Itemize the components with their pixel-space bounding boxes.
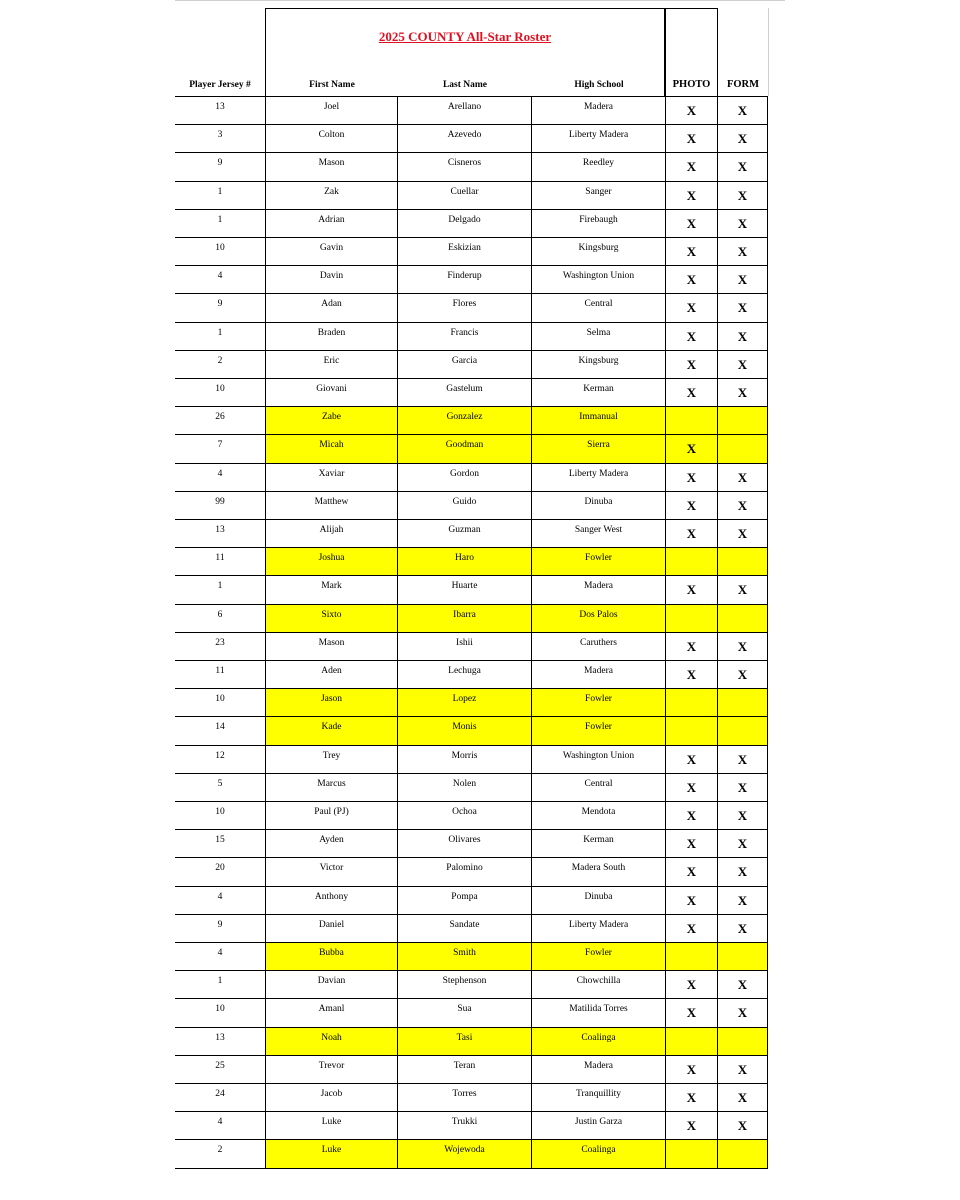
last-name-cell: Gordon	[397, 463, 531, 491]
last-name-cell: Olivares	[397, 829, 531, 857]
high-school-cell: Caruthers	[531, 632, 665, 660]
table-row	[175, 998, 768, 1026]
first-name-cell: Kade	[265, 716, 397, 744]
photo-cell: X	[665, 491, 717, 519]
form-cell: X	[717, 322, 768, 350]
first-name-cell: Joel	[265, 96, 397, 124]
jersey-cell: 26	[175, 406, 265, 434]
last-name-cell: Ishii	[397, 632, 531, 660]
first-name-cell: Gavin	[265, 237, 397, 265]
table-row	[175, 632, 768, 660]
form-cell: X	[717, 829, 768, 857]
high-school-cell: Dinuba	[531, 491, 665, 519]
form-cell: X	[717, 660, 768, 688]
high-school-cell: Fowler	[531, 942, 665, 970]
first-name-cell: Eric	[265, 350, 397, 378]
jersey-cell: 1	[175, 575, 265, 603]
jersey-cell: 10	[175, 237, 265, 265]
table-row	[175, 96, 768, 124]
first-name-cell: Braden	[265, 322, 397, 350]
high-school-cell: Sierra	[531, 434, 665, 462]
table-bottom-rule	[175, 1168, 768, 1169]
table-row	[175, 575, 768, 603]
photo-cell: X	[665, 857, 717, 885]
first-name-cell: Sixto	[265, 604, 397, 632]
jersey-cell: 1	[175, 970, 265, 998]
first-name-cell: Mason	[265, 632, 397, 660]
photo-cell: X	[665, 322, 717, 350]
photo-cell	[665, 604, 717, 632]
photo-cell: X	[665, 970, 717, 998]
first-name-cell: Bubba	[265, 942, 397, 970]
form-cell: X	[717, 152, 768, 180]
jersey-cell: 4	[175, 942, 265, 970]
first-name-cell: Jacob	[265, 1083, 397, 1111]
first-name-cell: Colton	[265, 124, 397, 152]
photo-cell: X	[665, 350, 717, 378]
first-name-cell: Trevor	[265, 1055, 397, 1083]
first-name-cell: Matthew	[265, 491, 397, 519]
photo-cell	[665, 406, 717, 434]
jersey-cell: 7	[175, 434, 265, 462]
last-name-cell: Sandate	[397, 914, 531, 942]
last-name-cell: Cisneros	[397, 152, 531, 180]
jersey-cell: 10	[175, 688, 265, 716]
photo-cell: X	[665, 886, 717, 914]
high-school-cell: Sanger	[531, 181, 665, 209]
jersey-cell: 3	[175, 124, 265, 152]
first-name-cell: Marcus	[265, 773, 397, 801]
table-row	[175, 604, 768, 632]
table-row	[175, 491, 768, 519]
jersey-cell: 2	[175, 350, 265, 378]
high-school-cell: Sanger West	[531, 519, 665, 547]
form-cell	[717, 604, 768, 632]
header-last-name: Last Name	[442, 80, 488, 90]
last-name-cell: Stephenson	[397, 970, 531, 998]
photo-cell: X	[665, 293, 717, 321]
last-name-cell: Palomino	[397, 857, 531, 885]
first-name-cell: Micah	[265, 434, 397, 462]
table-row	[175, 688, 768, 716]
photo-cell: X	[665, 745, 717, 773]
form-cell: X	[717, 1083, 768, 1111]
page-top-rule	[175, 0, 785, 1]
photo-cell: X	[665, 209, 717, 237]
last-name-cell: Cuellar	[397, 181, 531, 209]
first-name-cell: Jason	[265, 688, 397, 716]
table-row	[175, 914, 768, 942]
jersey-cell: 4	[175, 265, 265, 293]
header-photo-cell	[665, 8, 717, 96]
photo-cell: X	[665, 1111, 717, 1139]
table-row	[175, 970, 768, 998]
first-name-cell: Davin	[265, 265, 397, 293]
form-cell: X	[717, 857, 768, 885]
jersey-cell: 2	[175, 1139, 265, 1167]
jersey-cell: 4	[175, 463, 265, 491]
form-cell	[717, 942, 768, 970]
table-row	[175, 519, 768, 547]
last-name-cell: Francis	[397, 322, 531, 350]
first-name-cell: Alijah	[265, 519, 397, 547]
form-cell: X	[717, 575, 768, 603]
first-name-cell: Adrian	[265, 209, 397, 237]
last-name-cell: Ochoa	[397, 801, 531, 829]
table-row	[175, 406, 768, 434]
jersey-cell: 25	[175, 1055, 265, 1083]
form-cell: X	[717, 350, 768, 378]
form-cell: X	[717, 632, 768, 660]
high-school-cell: Mendota	[531, 801, 665, 829]
jersey-cell: 9	[175, 914, 265, 942]
table-row	[175, 886, 768, 914]
jersey-cell: 13	[175, 96, 265, 124]
table-row	[175, 378, 768, 406]
form-cell: X	[717, 914, 768, 942]
form-cell: X	[717, 96, 768, 124]
photo-cell: X	[665, 660, 717, 688]
high-school-cell: Firebaugh	[531, 209, 665, 237]
last-name-cell: Sua	[397, 998, 531, 1026]
first-name-cell: Zak	[265, 181, 397, 209]
photo-cell: X	[665, 152, 717, 180]
jersey-cell: 23	[175, 632, 265, 660]
last-name-cell: Flores	[397, 293, 531, 321]
jersey-cell: 12	[175, 745, 265, 773]
last-name-cell: Goodman	[397, 434, 531, 462]
high-school-cell: Madera	[531, 1055, 665, 1083]
jersey-cell: 9	[175, 293, 265, 321]
jersey-cell: 13	[175, 1027, 265, 1055]
first-name-cell: Joshua	[265, 547, 397, 575]
table-row	[175, 124, 768, 152]
first-name-cell: Ayden	[265, 829, 397, 857]
photo-cell: X	[665, 434, 717, 462]
table-row	[175, 801, 768, 829]
photo-cell: X	[665, 96, 717, 124]
header-form-cell	[717, 8, 768, 96]
last-name-cell: Monis	[397, 716, 531, 744]
photo-cell	[665, 716, 717, 744]
jersey-cell: 1	[175, 209, 265, 237]
table-row	[175, 660, 768, 688]
high-school-cell: Fowler	[531, 688, 665, 716]
first-name-cell: Zabe	[265, 406, 397, 434]
high-school-cell: Dos Palos	[531, 604, 665, 632]
last-name-cell: Trukki	[397, 1111, 531, 1139]
form-cell: X	[717, 970, 768, 998]
table-row	[175, 857, 768, 885]
photo-cell: X	[665, 1055, 717, 1083]
high-school-cell: Justin Garza	[531, 1111, 665, 1139]
jersey-cell: 11	[175, 660, 265, 688]
high-school-cell: Liberty Madera	[531, 463, 665, 491]
high-school-cell: Washington Union	[531, 265, 665, 293]
table-row	[175, 1139, 768, 1167]
table-row	[175, 547, 768, 575]
form-cell: X	[717, 293, 768, 321]
roster-table	[175, 8, 768, 1166]
last-name-cell: Lechuga	[397, 660, 531, 688]
high-school-cell: Reedley	[531, 152, 665, 180]
first-name-cell: Anthony	[265, 886, 397, 914]
high-school-cell: Coalinga	[531, 1139, 665, 1167]
last-name-cell: Azevedo	[397, 124, 531, 152]
photo-cell: X	[665, 237, 717, 265]
first-name-cell: Luke	[265, 1139, 397, 1167]
high-school-cell: Madera	[531, 96, 665, 124]
table-row	[175, 152, 768, 180]
last-name-cell: Nolen	[397, 773, 531, 801]
photo-cell: X	[665, 181, 717, 209]
first-name-cell: Mark	[265, 575, 397, 603]
photo-cell: X	[665, 773, 717, 801]
photo-cell	[665, 547, 717, 575]
last-name-cell: Guzman	[397, 519, 531, 547]
high-school-cell: Central	[531, 773, 665, 801]
high-school-cell: Madera South	[531, 857, 665, 885]
header-first-name: First Name	[309, 80, 355, 90]
first-name-cell: Luke	[265, 1111, 397, 1139]
last-name-cell: Teran	[397, 1055, 531, 1083]
high-school-cell: Dinuba	[531, 886, 665, 914]
table-row	[175, 350, 768, 378]
high-school-cell: Kingsburg	[531, 350, 665, 378]
jersey-cell: 20	[175, 857, 265, 885]
form-cell: X	[717, 181, 768, 209]
high-school-cell: Fowler	[531, 547, 665, 575]
jersey-cell: 1	[175, 322, 265, 350]
high-school-cell: Washington Union	[531, 745, 665, 773]
photo-cell: X	[665, 632, 717, 660]
table-row	[175, 1083, 768, 1111]
header-jersey-cell	[175, 8, 265, 96]
form-cell: X	[717, 801, 768, 829]
form-cell	[717, 434, 768, 462]
form-cell: X	[717, 998, 768, 1026]
jersey-cell: 5	[175, 773, 265, 801]
jersey-cell: 11	[175, 547, 265, 575]
last-name-cell: Lopez	[397, 688, 531, 716]
table-row	[175, 716, 768, 744]
photo-cell: X	[665, 265, 717, 293]
form-cell: X	[717, 1111, 768, 1139]
form-cell: X	[717, 237, 768, 265]
photo-cell: X	[665, 463, 717, 491]
table-row	[175, 773, 768, 801]
form-cell	[717, 1027, 768, 1055]
form-cell	[717, 716, 768, 744]
last-name-cell: Guido	[397, 491, 531, 519]
table-row	[175, 829, 768, 857]
photo-cell	[665, 688, 717, 716]
last-name-cell: Huarte	[397, 575, 531, 603]
form-cell	[717, 1139, 768, 1167]
high-school-cell: Madera	[531, 575, 665, 603]
table-row	[175, 322, 768, 350]
photo-cell: X	[665, 575, 717, 603]
high-school-cell: Fowler	[531, 716, 665, 744]
high-school-cell: Liberty Madera	[531, 124, 665, 152]
last-name-cell: Smith	[397, 942, 531, 970]
high-school-cell: Kerman	[531, 378, 665, 406]
jersey-cell: 24	[175, 1083, 265, 1111]
last-name-cell: Delgado	[397, 209, 531, 237]
last-name-cell: Morris	[397, 745, 531, 773]
high-school-cell: Madera	[531, 660, 665, 688]
last-name-cell: Eskizian	[397, 237, 531, 265]
photo-cell	[665, 942, 717, 970]
first-name-cell: Mason	[265, 152, 397, 180]
form-cell: X	[717, 519, 768, 547]
table-row	[175, 293, 768, 321]
photo-cell: X	[665, 1083, 717, 1111]
table-row	[175, 745, 768, 773]
last-name-cell: Gastelum	[397, 378, 531, 406]
photo-cell: X	[665, 998, 717, 1026]
high-school-cell: Liberty Madera	[531, 914, 665, 942]
photo-cell: X	[665, 801, 717, 829]
photo-cell: X	[665, 914, 717, 942]
last-name-cell: Finderup	[397, 265, 531, 293]
jersey-cell: 10	[175, 378, 265, 406]
first-name-cell: Davian	[265, 970, 397, 998]
form-cell: X	[717, 1055, 768, 1083]
form-cell	[717, 406, 768, 434]
jersey-cell: 15	[175, 829, 265, 857]
last-name-cell: Tasi	[397, 1027, 531, 1055]
header-high-school: High School	[574, 80, 624, 90]
jersey-cell: 10	[175, 801, 265, 829]
table-row	[175, 1055, 768, 1083]
table-row	[175, 265, 768, 293]
jersey-cell: 1	[175, 181, 265, 209]
table-row	[175, 942, 768, 970]
jersey-cell: 4	[175, 1111, 265, 1139]
last-name-cell: Arellano	[397, 96, 531, 124]
header-right-rule	[768, 8, 769, 96]
first-name-cell: Xaviar	[265, 463, 397, 491]
high-school-cell: Kerman	[531, 829, 665, 857]
jersey-cell: 4	[175, 886, 265, 914]
high-school-cell: Central	[531, 293, 665, 321]
first-name-cell: Daniel	[265, 914, 397, 942]
form-cell: X	[717, 265, 768, 293]
last-name-cell: Gonzalez	[397, 406, 531, 434]
header-photo: PHOTO	[672, 79, 711, 90]
table-row	[175, 434, 768, 462]
high-school-cell: Chowchilla	[531, 970, 665, 998]
table-row	[175, 209, 768, 237]
table-row	[175, 237, 768, 265]
last-name-cell: Ibarra	[397, 604, 531, 632]
form-cell: X	[717, 378, 768, 406]
high-school-cell: Selma	[531, 322, 665, 350]
jersey-cell: 13	[175, 519, 265, 547]
jersey-cell: 10	[175, 998, 265, 1026]
form-cell: X	[717, 886, 768, 914]
photo-cell: X	[665, 378, 717, 406]
photo-cell: X	[665, 124, 717, 152]
first-name-cell: Adan	[265, 293, 397, 321]
first-name-cell: Paul (PJ)	[265, 801, 397, 829]
form-cell: X	[717, 491, 768, 519]
jersey-cell: 14	[175, 716, 265, 744]
title-cell	[265, 8, 665, 96]
roster-title: 2025 COUNTY All-Star Roster	[378, 29, 552, 44]
high-school-cell: Matilida Torres	[531, 998, 665, 1026]
first-name-cell: Aden	[265, 660, 397, 688]
first-name-cell: Victor	[265, 857, 397, 885]
high-school-cell: Kingsburg	[531, 237, 665, 265]
table-row	[175, 181, 768, 209]
form-cell: X	[717, 745, 768, 773]
last-name-cell: Haro	[397, 547, 531, 575]
form-cell: X	[717, 463, 768, 491]
high-school-cell: Coalinga	[531, 1027, 665, 1055]
photo-cell	[665, 1027, 717, 1055]
first-name-cell: Giovani	[265, 378, 397, 406]
first-name-cell: Trey	[265, 745, 397, 773]
last-name-cell: Wojewoda	[397, 1139, 531, 1167]
jersey-cell: 9	[175, 152, 265, 180]
last-name-cell: Torres	[397, 1083, 531, 1111]
first-name-cell: Amanl	[265, 998, 397, 1026]
form-cell: X	[717, 773, 768, 801]
last-name-cell: Pompa	[397, 886, 531, 914]
last-name-cell: Garcia	[397, 350, 531, 378]
high-school-cell: Tranquillity	[531, 1083, 665, 1111]
jersey-cell: 99	[175, 491, 265, 519]
form-cell: X	[717, 124, 768, 152]
header-jersey: Player Jersey #	[189, 80, 251, 90]
form-cell: X	[717, 209, 768, 237]
form-cell	[717, 688, 768, 716]
form-cell	[717, 547, 768, 575]
jersey-cell: 6	[175, 604, 265, 632]
high-school-cell: Immanual	[531, 406, 665, 434]
photo-cell: X	[665, 519, 717, 547]
photo-cell: X	[665, 829, 717, 857]
header-form: FORM	[726, 79, 760, 90]
photo-cell	[665, 1139, 717, 1167]
first-name-cell: Noah	[265, 1027, 397, 1055]
table-row	[175, 1027, 768, 1055]
table-row	[175, 463, 768, 491]
table-row	[175, 1111, 768, 1139]
